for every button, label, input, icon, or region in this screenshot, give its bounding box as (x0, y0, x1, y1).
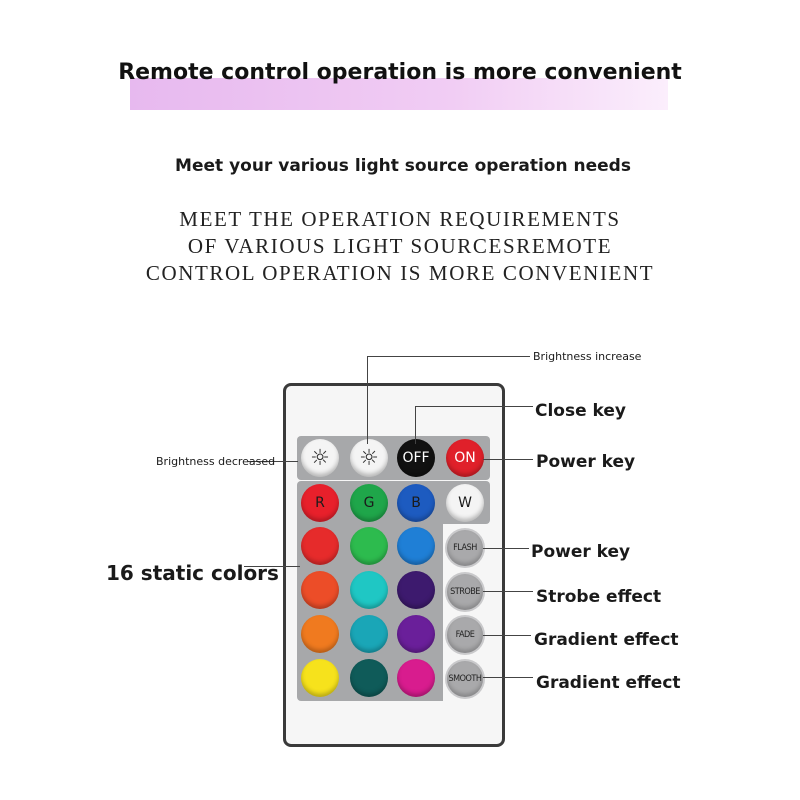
caps-line: CONTROL OPERATION IS MORE CONVENIENT (145, 261, 655, 285)
close-key-label: Close key (535, 401, 627, 421)
callout-line (483, 548, 529, 549)
callout-line (483, 591, 533, 592)
caps-line: OF VARIOUS LIGHT SOURCESREMOTE (187, 234, 613, 258)
on-button[interactable] (446, 439, 484, 477)
remote-control (283, 383, 505, 747)
color-button[interactable] (301, 615, 339, 653)
smooth-button[interactable] (447, 661, 483, 697)
static-colors-label: 16 static colors (106, 561, 279, 585)
power-key-label-flash: Power key (531, 542, 631, 562)
color-button[interactable] (350, 615, 388, 653)
brightness-increase-label: Brightness increase (533, 350, 642, 363)
callout-line (367, 356, 530, 357)
color-button[interactable] (350, 659, 388, 697)
blue-button[interactable] (397, 484, 435, 522)
green-button[interactable] (350, 484, 388, 522)
blue-label: B (411, 495, 421, 511)
page-subtitle: Meet your various light source operation needs (175, 156, 631, 176)
flash-label: FLASH (453, 543, 477, 553)
color-button[interactable] (301, 659, 339, 697)
gradient-effect-label-smooth: Gradient effect (536, 673, 681, 693)
color-button[interactable] (301, 527, 339, 565)
color-button[interactable] (397, 659, 435, 697)
red-label: R (315, 495, 325, 511)
callout-line (367, 356, 368, 444)
callout-line (415, 406, 533, 407)
color-button[interactable] (301, 571, 339, 609)
page-title: Remote control operation is more convenient (118, 60, 682, 85)
strobe-button[interactable] (447, 574, 483, 610)
callout-line (415, 406, 416, 444)
on-label: ON (454, 450, 476, 466)
power-key-label: Power key (536, 452, 636, 472)
white-label: W (458, 495, 472, 511)
callout-line (483, 677, 533, 678)
fade-button[interactable] (447, 617, 483, 653)
callout-line (483, 459, 533, 460)
off-label: OFF (402, 450, 430, 466)
sun-icon: ☼ (310, 445, 330, 471)
white-button[interactable] (446, 484, 484, 522)
color-button[interactable] (350, 571, 388, 609)
strobe-label: STROBE (450, 587, 480, 597)
callout-line (483, 635, 531, 636)
flash-button[interactable] (447, 530, 483, 566)
brightness-down-button[interactable] (301, 439, 339, 477)
smooth-label: SMOOTH (448, 674, 482, 684)
red-button[interactable] (301, 484, 339, 522)
brightness-up-button[interactable] (350, 439, 388, 477)
color-button[interactable] (397, 527, 435, 565)
color-button[interactable] (397, 615, 435, 653)
sun-icon: ☼ (359, 445, 379, 471)
caps-text-block (0, 206, 800, 287)
gradient-effect-label: Gradient effect (534, 630, 679, 650)
color-button[interactable] (350, 527, 388, 565)
caps-line: MEET THE OPERATION REQUIREMENTS (179, 207, 621, 231)
color-button[interactable] (397, 571, 435, 609)
fade-label: FADE (455, 630, 475, 640)
strobe-effect-label: Strobe effect (536, 587, 662, 607)
off-button[interactable] (397, 439, 435, 477)
green-label: G (363, 495, 375, 511)
brightness-decreased-label: Brightness decreased (156, 455, 276, 468)
